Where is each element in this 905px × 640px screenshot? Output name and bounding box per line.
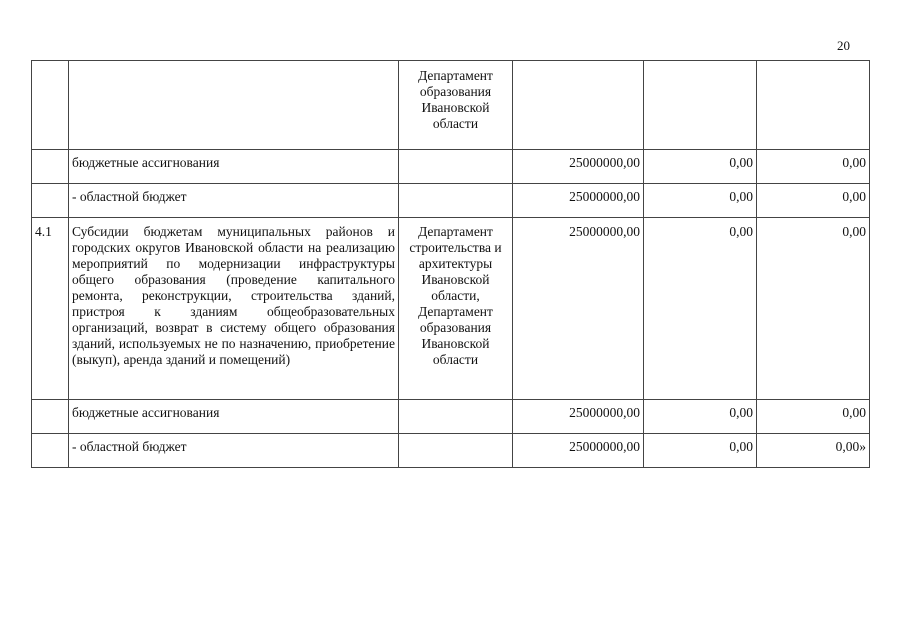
row-number-cell: 4.1 xyxy=(32,218,69,400)
amount-cell: 25000000,00 xyxy=(513,150,644,184)
description-cell: Субсидии бюджетам муниципальных районов и городских округов Ивановской области на реализацию мероприятий по модернизации инфраструктуры общего образования (проведение капитального ремонта, реконструкции, строительства зданий, пристроя к зданиям общеобразовательных организаций, возврат в систему общего образования зданий, используемых не по назначению, приобретение (выкуп), аренда зданий и помещений) xyxy=(69,218,399,400)
description-cell: - областной бюджет xyxy=(69,434,399,468)
department-cell xyxy=(399,434,513,468)
table-row xyxy=(32,150,870,184)
description-cell: бюджетные ассигнования xyxy=(69,400,399,434)
amount-cell: 25000000,00 xyxy=(513,184,644,218)
amount-cell: 0,00 xyxy=(644,400,757,434)
department-cell xyxy=(399,184,513,218)
description-cell xyxy=(69,61,399,150)
amount-cell: 25000000,00 xyxy=(513,434,644,468)
table-row xyxy=(32,218,870,400)
department-cell xyxy=(399,218,513,400)
department-text: Департамент строительства и архитектуры Ивановской области, Департамент образования Ивановской области xyxy=(409,224,502,367)
department-cell xyxy=(399,150,513,184)
amount-cell: 0,00 xyxy=(644,434,757,468)
table-row xyxy=(32,434,870,468)
row-number-cell xyxy=(32,184,69,218)
row-number-cell xyxy=(32,434,69,468)
table-row xyxy=(32,400,870,434)
department-cell xyxy=(399,61,513,150)
page-number: 20 xyxy=(837,38,850,53)
row-number-cell xyxy=(32,400,69,434)
description-cell: бюджетные ассигнования xyxy=(69,150,399,184)
amount-cell: 0,00» xyxy=(757,434,870,468)
table-row xyxy=(32,184,870,218)
department-cell xyxy=(399,400,513,434)
department-text: Департамент образования Ивановской области xyxy=(418,68,493,131)
amount-cell: 0,00 xyxy=(757,218,870,400)
amount-cell: 25000000,00 xyxy=(513,218,644,400)
row-number-cell xyxy=(32,150,69,184)
amount-cell: 0,00 xyxy=(644,150,757,184)
amount-cell: 0,00 xyxy=(757,184,870,218)
amount-cell: 0,00 xyxy=(757,400,870,434)
amount-cell xyxy=(644,61,757,150)
row-number-cell xyxy=(32,61,69,150)
amount-cell: 0,00 xyxy=(644,184,757,218)
amount-cell xyxy=(757,61,870,150)
table-row xyxy=(32,61,870,150)
amount-cell: 25000000,00 xyxy=(513,400,644,434)
amount-cell xyxy=(513,61,644,150)
budget-table xyxy=(31,60,870,468)
amount-cell: 0,00 xyxy=(644,218,757,400)
amount-cell: 0,00 xyxy=(757,150,870,184)
description-cell: - областной бюджет xyxy=(69,184,399,218)
